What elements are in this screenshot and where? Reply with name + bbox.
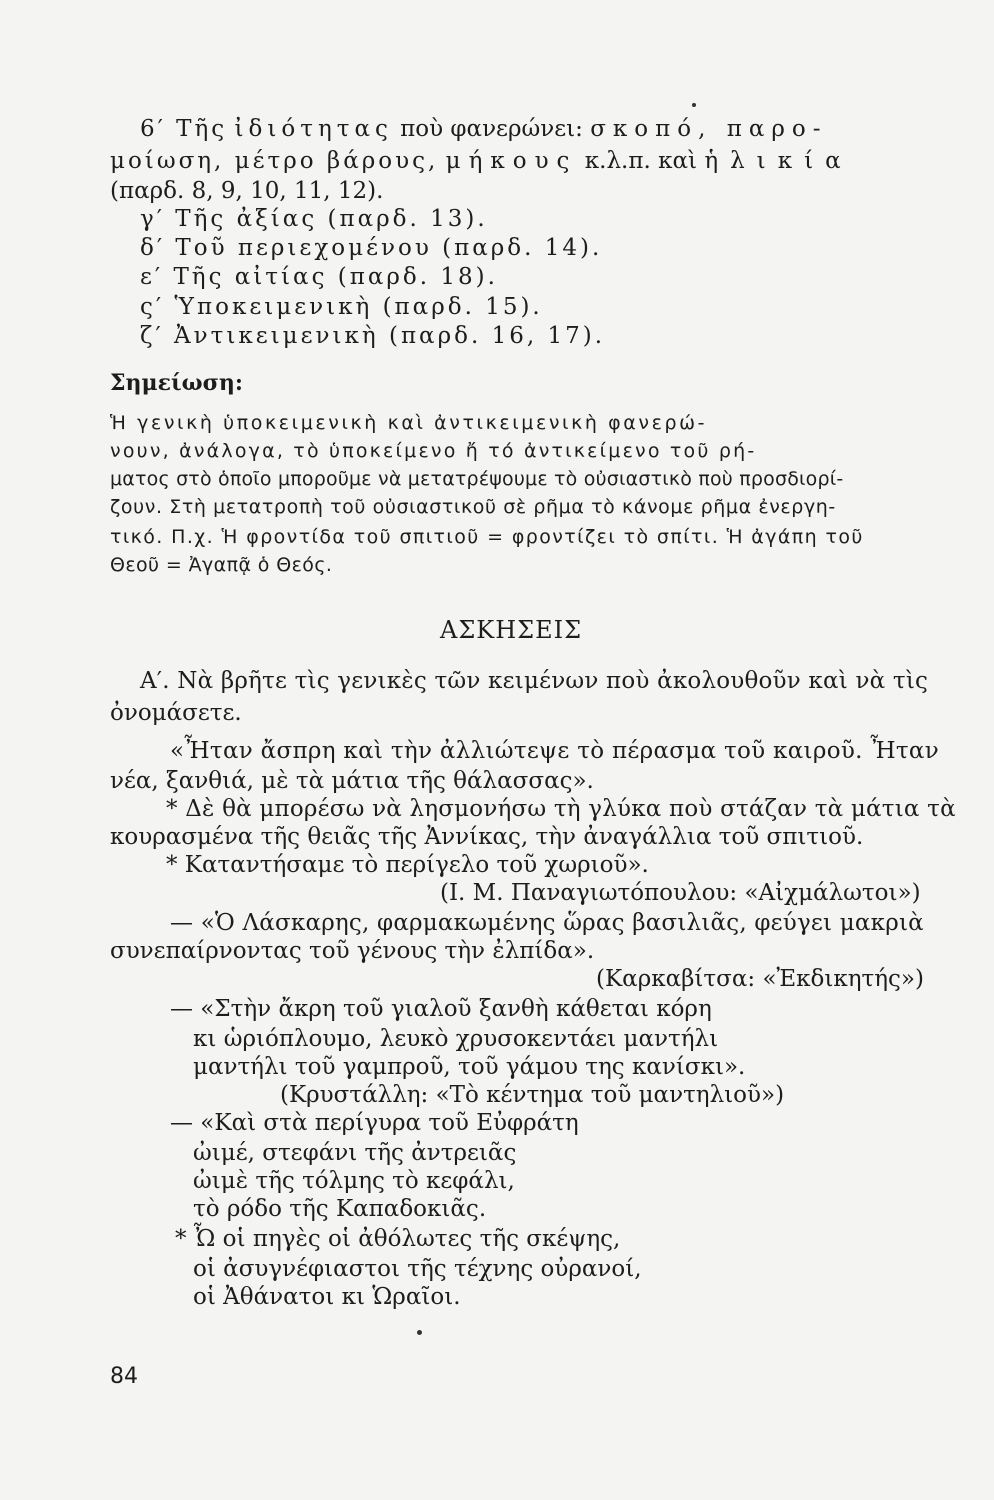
exercise-line-5: * Δὲ θὰ μπορέσω νὰ λησμονήσω τὴ γλύκα ποὺ στάζαν τὰ μάτια τὰ <box>166 796 956 822</box>
print-mark-top <box>692 103 696 107</box>
class-b2-end: ἡλικία <box>704 148 853 174</box>
print-mark-bottom <box>417 1330 422 1335</box>
source-karkavitsas: (Καρκαβίτσα: «Ἐκδικητής») <box>596 966 924 992</box>
note-line-4: ζουν. Στὴ μετατροπὴ τοῦ οὐσιαστικοῦ σὲ ρῆμα τὸ κάνομε ρῆμα ἐνεργη- <box>110 496 836 518</box>
exercise-line-3: «Ἦταν ἄσπρη καὶ τὴν ἀλλιώτεψε τὸ πέρασμα τοῦ καιροῦ. Ἦταν <box>170 738 940 764</box>
class-d: δ′ Τοῦ περιεχομένου (παρδ. 14). <box>140 235 603 261</box>
poem-3-line-1: * Ὦ οἱ πηγὲς οἱ ἀθόλωτες τῆς σκέψης, <box>175 1226 621 1252</box>
exercise-line-7: * Καταντήσαμε τὸ περίγελο τοῦ χωριοῦ». <box>166 852 649 878</box>
exercise-line-10: συνεπαίρνοντας τοῦ γένους τὴν ἐλπίδα». <box>110 938 595 964</box>
poem-1-line-1: — «Στὴν ἄκρη τοῦ γιαλοῦ ξανθὴ κάθεται κόρη <box>170 996 712 1022</box>
class-st: ς′ Ὑποκειμενικὴ (παρδ. 15). <box>140 294 543 320</box>
class-b-mid: ποὺ φανερώνει: <box>400 116 583 142</box>
source-krystallis: (Κρυστάλλη: «Τὸ κέντημα τοῦ μαντηλιοῦ») <box>280 1082 785 1108</box>
note-line-3: ματος στὸ ὁποῖο μποροῦμε νὰ μετατρέψουμε τὸ οὐσιαστικὸ ποὺ προσδιορί- <box>110 468 844 490</box>
class-z: ζ′ Ἀντικειμενικὴ (παρδ. 16, 17). <box>140 323 606 349</box>
poem-3-line-3: οἱ Ἀθάνατοι κι Ὡραῖοι. <box>193 1284 461 1310</box>
class-g: γ′ Τῆς ἀξίας (παρδ. 13). <box>140 206 488 232</box>
note-line-2: νουν, ἀνάλογα, τὸ ὑποκείμενο ἤ τό ἀντικείμενο τοῦ ρή- <box>110 440 757 462</box>
exercises-title: ΑΣΚΗΣΕΙΣ <box>440 616 583 644</box>
poem-2-line-4: τὸ ρόδο τῆς Καπαδοκιᾶς. <box>193 1196 487 1222</box>
poem-2-line-3: ὠιμὲ τῆς τόλμης τὸ κεφάλι, <box>193 1168 515 1194</box>
page-number: 84 <box>110 1364 138 1389</box>
class-e: ε′ Τῆς αἰτίας (παρδ. 18). <box>140 264 498 290</box>
exercise-line-9: — «Ὁ Λάσκαρης, φαρμακωμένης ὥρας βασιλιᾶς, φεύγει μακριὰ <box>170 910 924 936</box>
class-b-label: 6′ Τῆς <box>140 116 228 142</box>
exercise-line-2: ὀνομάσετε. <box>110 700 242 726</box>
class-b2-spaced2: μήκους <box>445 148 578 174</box>
class-b2-mid: κ.λ.π. καὶ <box>584 148 698 174</box>
class-b-line1 <box>140 118 828 141</box>
note-line-5: τικό. Π.χ. Ἡ φροντίδα τοῦ σπιτιοῦ = φροντίζει τὸ σπίτι. Ἡ ἀγάπη τοῦ <box>110 526 864 548</box>
class-b-spaced: ἰδιότητας <box>234 116 393 142</box>
poem-1-line-2: κι ὡριόπλουμο, λευκὸ χρυσοκεντάει μαντήλι <box>193 1026 719 1052</box>
class-b2-spaced: μοίωση, μέτρο βάρους, <box>110 148 439 174</box>
class-b-line3: (παρδ. 8, 9, 10, 11, 12). <box>110 178 384 204</box>
note-line-6: Θεοῦ = Ἀγαπᾷ ὁ Θεός. <box>110 554 333 576</box>
class-b-line2 <box>110 150 853 173</box>
poem-3-line-2: οἱ ἀσυγνέφιαστοι τῆς τέχνης οὐρανοί, <box>193 1256 642 1282</box>
note-line-1: Ἡ γενικὴ ὑποκειμενικὴ καὶ ἀντικειμενικὴ φανερώ- <box>110 412 708 434</box>
exercise-line-6: κουρασμένα τῆς θειᾶς τῆς Ἀννίκας, τὴν ἀναγάλλια τοῦ σπιτιοῦ. <box>110 824 864 850</box>
exercise-line-4: νέα, ξανθιά, μὲ τὰ μάτια τῆς θάλασσας». <box>110 768 594 794</box>
source-panagiotopoulos: (Ι. Μ. Παναγιωτόπουλου: «Αἰχμάλωτοι») <box>440 880 921 906</box>
note-heading: Σημείωση: <box>110 370 243 396</box>
class-b-terms: σκοπό, παρο- <box>590 116 828 142</box>
poem-2-line-2: ὠιμέ, στεφάνι τῆς ἀντρειᾶς <box>193 1140 517 1166</box>
exercise-line-1: Α′. Νὰ βρῆτε τὶς γενικὲς τῶν κειμένων ποὺ ἀκολουθοῦν καὶ νὰ τὶς <box>140 668 929 694</box>
poem-1-line-3: μαντήλι τοῦ γαμπροῦ, τοῦ γάμου της κανίσκι». <box>193 1054 746 1080</box>
poem-2-line-1: — «Καὶ στὰ περίγυρα τοῦ Εὐφράτη <box>170 1110 579 1136</box>
